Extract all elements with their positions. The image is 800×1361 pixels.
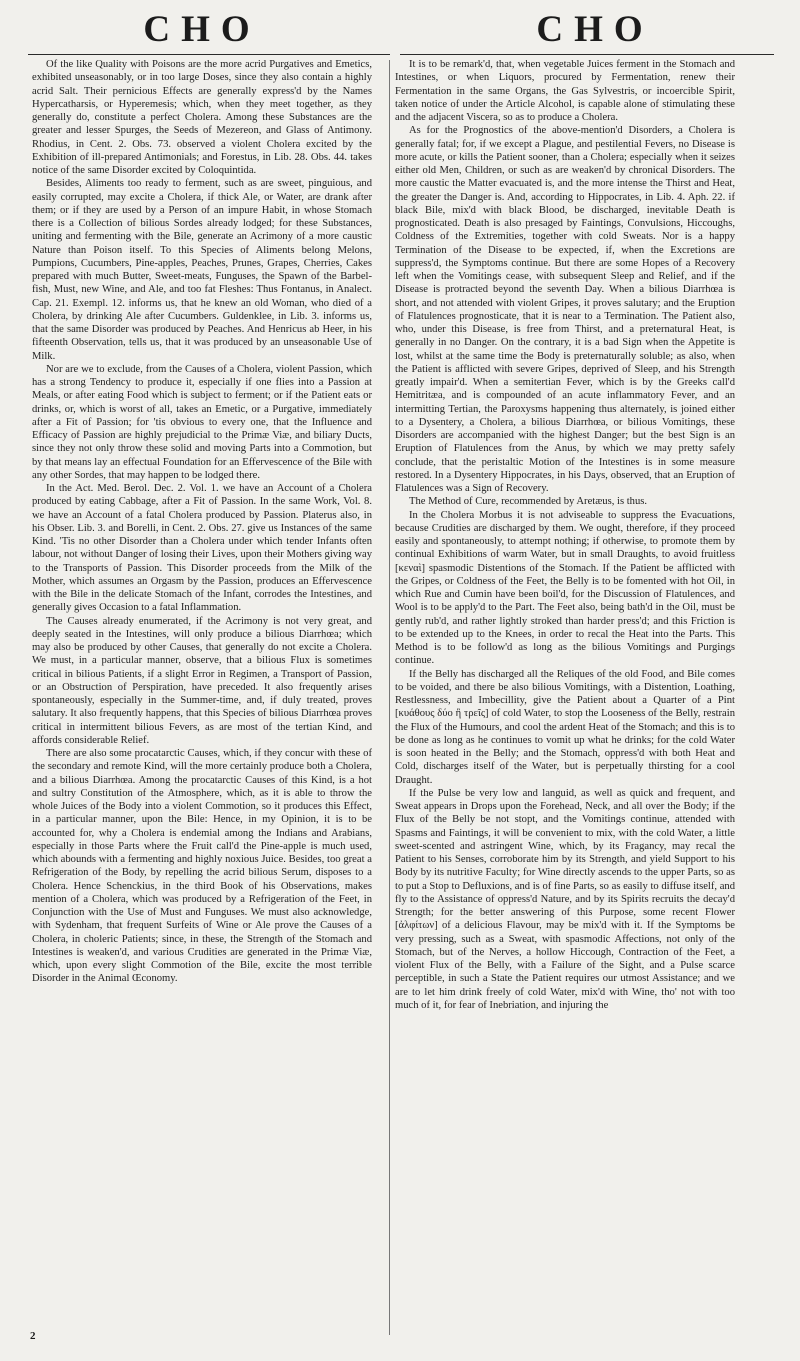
column-divider <box>389 60 390 1335</box>
right-headword: CHO <box>536 9 654 50</box>
paragraph: It is to be remark'd, that, when vegetable Juices ferment in the Stomach and Intestines, or when Liquors, procured by Fermentation, renew their Fermentation in the same Organs, the Gas Sylvestris, or incoercible Spirit, taken notice of under the Article Alcohol, is capable alone of stimulating these and the adjacent Viscera, so as to produce a Cholera. <box>395 59 735 123</box>
left-column <box>32 58 372 1338</box>
paragraph: There are also some procatarctic Causes, which, if they concur with these of the secondary and remote Kind, will the more certainly produce both a Cholera, and a bilious Diarrhœa. Among the procatarctic Causes of this Kind, is a hot and sultry Constitution of the Atmosphere, which, as it is able to throw the whole Juices of the Body into a violent Commotion, so it produces this Effect, in a particular manner, upon the Bile: Hence, in my Opinion, it is to be accounted for, why a Cholera is endemial among the Indians and Arabians, especially in those Parts where the Fruit call'd the Pine-apple is much used, which abounds with a fermenting and highly noxious Juice. Besides, too great a Refrigeration of the Body, by repelling the acrid bilious Serum, disposes to a Cholera. Hence Schenckius, in the third Book of his Observations, makes mention of a Cholera, which was produced by a Refrigeration of the Feet, in Conjunction with the Use of Must and Funguses. We must also acknowledge, with Sydenham, that frequent Surfeits of Wine or Ale prove the Causes of a Cholera, in choleric Patients; since, in these, the Strength of the Stomach and Intestines is weaken'd, and various Crudities are generated in the Primæ Viæ, which, upon every slight Commotion of the Bile, excite the most terrible Disorder in the Animal Œconomy. <box>32 748 372 985</box>
left-headword: CHO <box>143 9 261 50</box>
paragraph: The Causes already enumerated, if the Acrimony is not very great, and deeply seated in the Intestines, will only produce a bilious Diarrhœa; which may also be produced by other Causes, that generally do not excite a Cholera. We must, in a particular manner, observe, that a bilious Flux is sometimes critical in bilious Patients, if a slight Error in Regimen, a Transport of Passion, or an Obstruction of Perspiration, have preceded. It also frequently arises spontaneously, especially in the Summer-time, and, if duly treated, proves salutary. It also frequently happens, that this Species of bilious Diarrhœa proves critical in intermittent bilious Fevers, as are most of the tertian Kind, and affords considerable Relief. <box>32 615 372 746</box>
right-column <box>395 58 735 1348</box>
paragraph: Nor are we to exclude, from the Causes of a Cholera, violent Passion, which has a strong Tendency to produce it, especially if one flies into a Passion at Meals, or after eating Food which is subject to ferment; or if the Patient eats or drinks, or, which is worst of all, takes an Emetic, or a Purgative, immediately after a Fit of Passion; for 'tis obvious to every one, that the Influence and Efficacy of Passion are highly prejudicial to the Primæ Viæ, and biliary Ducts, since they not only throw these solid and moving Parts into a Commotion, but by that means lay an effectual Foundation for an Effervescence of the Bile with any other Sordes, that may happen to be lodged there. <box>32 363 372 481</box>
paragraph: Of the like Quality with Poisons are the more acrid Purgatives and Emetics, exhibited unseasonably, or in too large Doses, since they also contain a highly acrid Salt. Their pernicious Effects are generally express'd by the Names Hypercatharsis, or Hyperemesis; which, when they meet together, as they generally do, constitute a perfect Cholera. Among these Substances are the greater and lesser Spurges, the Seeds of Mezereon, and Glass of Antimony. Rhodius, in Cent. 2. Obs. 73. observed a violent Cholera excited by the Exhibition of ill-prepared Antimonials; and Forestus, in Lib. 28. Obs. 44. takes notice of the same Disorder excited by Coloquintida. <box>32 59 372 176</box>
paragraph: If the Belly has discharged all the Reliques of the old Food, and Bile comes to be voided, and there be also bilious Vomitings, with a Distention, Loathing, Restlessness, and Imbecillity, give the Patient about a Quarter of a Pint [κυάθους δύο ἢ τρεῖς] of cold Water, to stop the Looseness of the Belly, restrain the Flux of the Humours, and cool the ardent Heat of the Stomach; and this is to be done as long as he continues to vomit up what he drinks; for the cold Water is soon heated in the Belly; and the Stomach, oppress'd with both Heat and Cold, discharges itself of the Water, but is perpetually thirsting for a cool Draught. <box>395 668 735 786</box>
paragraph: The Method of Cure, recommended by Aretæus, is thus. <box>409 496 648 508</box>
paragraph: Besides, Aliments too ready to ferment, such as are sweet, pinguious, and easily corrupted, may excite a Cholera, if thick Ale, or Water, are drank after them; or if they are used by a Person of an impure Habit, in whose Stomach there is a Collection of bilious Sordes already lodged; for these Substances, uniting and fermenting with the Bile, generate an Acrimony of a more caustic Nature than Poison itself. To this Species of Aliments belong Melons, Pumpions, Cucumbers, Pine-apples, Peaches, Prunes, Grapes, Cherries, Cakes prepared with much Butter, Sweet-meats, Funguses, the Spawn of the Barbel-fish, Must, new Wine, and Ale, and too fat Fleshes: Thus Fontanus, in Analect. Cap. 21. Exempl. 12. informs us, that he knew an old Woman, who died of a Cholera, by drinking Ale after Cucumbers. Guldenklee, in Lib. 3. informs us, that the same Disorder was produced by Peaches. And Henricus ab Heer, in his fifteenth Observation, tells us, that it was produced by an unseasonable Use of Milk. <box>32 178 372 362</box>
left-header-rule <box>28 54 390 55</box>
paragraph: In the Cholera Morbus it is not adviseable to suppress the Evacuations, because Crudities are discharged by them. We ought, therefore, if they proceed easily and spontaneously, to attempt nothing; if otherwise, to promote them by continual Exhibitions of warm Water, but in small Draughts, to avoid fruitless [κεναὶ] spasmodic Distentions of the Stomach. If the Patient be afflicted with the Gripes, or Coldness of the Feet, the Belly is to be fomented with hot Oil, in which Rue and Cumin have been boil'd, for the Discussion of Flatulences, and Wool is to be apply'd to the Part. The Feet also, being bath'd in the Oil, must be gently rub'd, and rather lightly stroked than harder press'd; and this Friction is to be extended up to the Knees, in order to recal the Heat into the Parts. This Method is to be follow'd as long as the bilious Vomitings and Purgings continue. <box>395 509 735 667</box>
paragraph: As for the Prognostics of the above-mention'd Disorders, a Cholera is generally fatal; for, if we except a Plague, and pestilential Fevers, no Disease is more acute, or kills the Patient sooner, than a Cholera; especially when it seizes either old Men, Children, or such as are weaken'd by chronical Disorders. The more caustic the Matter evacuated is, and the more intense the Thirst and Heat, the greater the Danger is. And, according to Hippocrates, in Lib. 4. Aph. 22. if black Bile, mix'd with black Blood, be discharged, inevitable Death is prognosticated. Death is also presaged by Faintings, Convulsions, Hiccoughs, Coldness of the Extremities, together with cold Sweats. Nor is a happy Termination of the Disease to be expected, if, when the Excretions are suppress'd, the Symptoms continue. But there are some Hopes of a Recovery left when the Vomitings cease, with subsequent Sleep and Relief, and if the Disease is protracted beyond the seventh Day. When a bilious Diarrhœa is short, and not attended with violent Gripes, it proves salutary; and the Eruption of Flatulences prognosticate, that it is near to a Termination. The Patient also, who, under this Disease, is free from Thirst, and a preternatural Heat, is generally in no Danger. On the contrary, it is a bad Sign when the Appetite is lost, whilst at the same time the Body is preternaturally soluble; as also, when the Patient is afflicted with severe Gripes, deprived of Sleep, and his Strength greatly impair'd. When a semitertian Fever, which is by the Greeks call'd Hemitritæa, and is compounded of an acute inflammatory Fever, and an intermitting Tertian, the Paroxysms happening thus alternately, is joined either to a Dysentery, a Cholera, a bilious Diarrhœa, or bilious Vomitings, these Disorders are accompanied with the highest Danger; but the best Sign is an Eruption of Flatulences from the Anus, by which we may pretty safely conclude, that the peristaltic Motion of the Intestines is in some measure restored. In a Dysentery Hippocrates, in his Days, observed, that an Eruption of Flatulences was a Sign of Recovery. <box>395 125 735 494</box>
paragraph: In the Act. Med. Berol. Dec. 2. Vol. 1. we have an Account of a Cholera produced by eating Cabbage, after a Fit of Passion. In the same Work, Vol. 8. we have an Account of a fatal Cholera produced by Passion. Platerus also, in his Obser. Lib. 3. and Borelli, in Cent. 2. Obs. 27. give us Instances of the same Kind. 'Tis no other Disorder than a Cholera under which tender Infants often labour, not without Danger of losing their Lives, upon their Mothers giving way to the Transports of Passion. This Disorder proceeds from the Milk of the Mother, which assumes an Orgasm by the Passion, produces an Effervescence with the Bile in the delicate Stomach of the Infant, corrodes the Intestines, and generally gives Occasion to a fatal Inflammation. <box>32 483 372 614</box>
paragraph: If the Pulse be very low and languid, as well as quick and frequent, and Sweat appears in Drops upon the Forehead, Neck, and all over the Body; if the Flux of the Belly be not stopt, and the Vomitings continue, attended with Spasms and Faintings, it will be convenient to mix, with the cold Water, a little sweet-scented and astringent Wine, which, by its Fragancy, may recal the Patient to his Senses, corroborate him by its Strength, and yield Support to his Body by its nutritive Faculty; for Wine directly ascends to the upper Parts, so as to put a Stop to Defluxions, and is of fine Parts, so as easily to diffuse itself, and fly to the Assistance of oppress'd Nature, and by its Spirits recruits the decay'd Strength; for the better answering of this Purpose, some recent Flower [ἀλφίτων] of a delicious Flavour, may be mix'd with it. If the Symptoms be very pressing, such as a Sweat, with spasmodic Affections, not only of the Stomach, but of the Nerves, a hollow Hiccough, Contraction of the Feet, a violent Flux of the Belly, with a Failure of the Sight, and a Pulse scarce perceptible, in such a State the Patient requires our utmost Assistance; and we are to let him drink freely of cold Water, mix'd with Wine, tho' not with too much of it, for fear of Inebriation, and injuring the <box>395 787 735 1011</box>
right-header-rule <box>400 54 774 55</box>
page-number: 2 <box>30 1330 36 1342</box>
